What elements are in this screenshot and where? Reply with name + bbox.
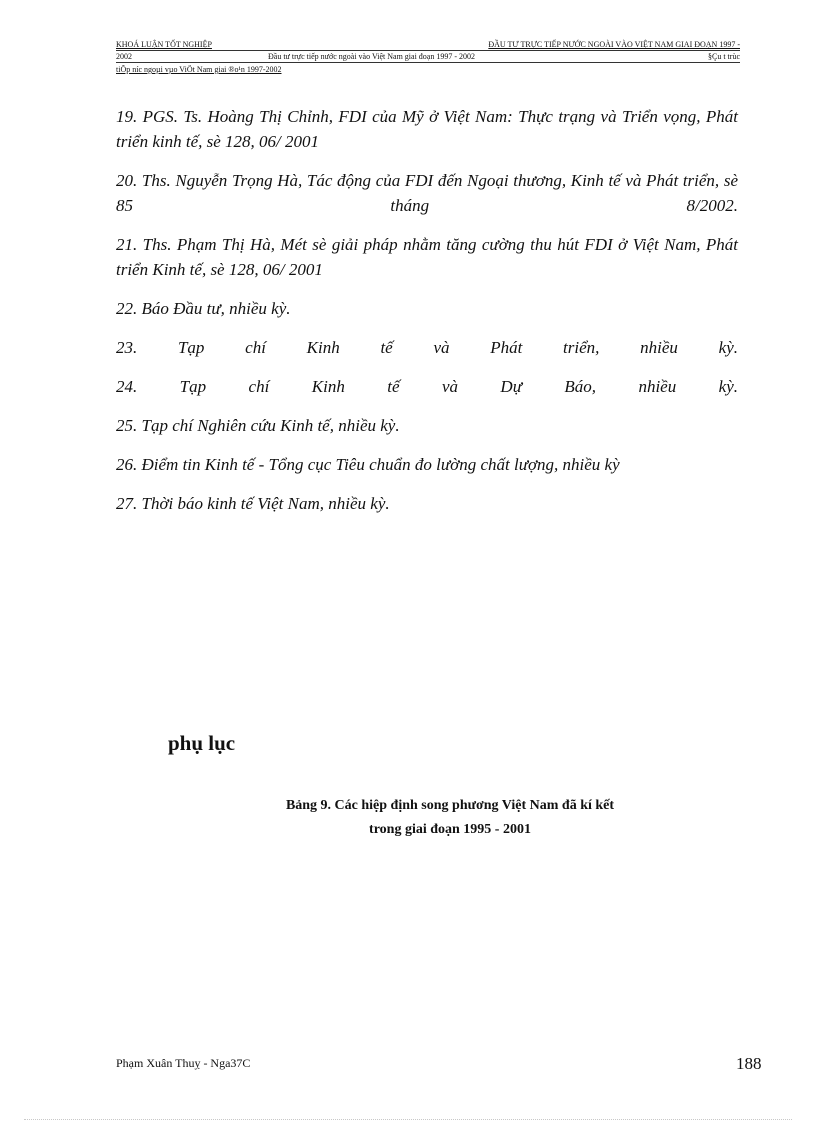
header-rule — [116, 50, 740, 51]
reference-item: 26. Điểm tin Kinh tế - Tổng cục Tiêu chuẩn đo lường chất lượng, nhiều kỳ — [116, 455, 620, 474]
reference-list — [116, 104, 738, 530]
header-garbled-line: tiÕp níc ngoµi vµo ViÖt Nam giai ®o¹n 1997-2002 — [116, 65, 282, 74]
reference-item: 21. Ths. Phạm Thị Hà, Mét sè giải pháp nhằm tăng cường thu hút FDI ở Việt Nam, Phát triển Kinh tế, sè 128, 06/ 2001 — [116, 235, 738, 279]
table-caption-line-2: trong giai đoạn 1995 - 2001 — [369, 822, 531, 837]
reference-item: 25. Tạp chí Nghiên cứu Kinh tế, nhiều kỳ. — [116, 416, 400, 435]
header-subtitle: Đầu tư trực tiếp nước ngoài vào Việt Nam giai đoạn 1997 - 2002 — [268, 52, 476, 61]
reference-item: 22. Báo Đầu tư, nhiều kỳ. — [116, 299, 291, 318]
table-caption-line-1: Bảng 9. Các hiệp định song phương Việt Nam đã kí kết — [285, 798, 615, 813]
header-year-end: 2002 — [116, 52, 132, 61]
reference-item: 20. Ths. Nguyễn Trọng Hà, Tác động của FDI đến Ngoại thương, Kinh tế và Phát triển, sè 85 tháng 8/2002. — [116, 171, 738, 215]
table-caption — [230, 794, 670, 842]
header-thesis-label: KHOÁ LUẬN TỐT NGHIỆP — [116, 40, 212, 49]
appendix-title: phụ lục — [168, 731, 236, 755]
reference-item: 19. PGS. Ts. Hoàng Thị Chỉnh, FDI của Mỹ ở Việt Nam: Thực trạng và Triển vọng, Phát triển kinh tế, sè 128, 06/ 2001 — [116, 107, 738, 151]
header-garbled-title: §Çu t trùc — [708, 52, 740, 61]
page-number: 188 — [736, 1054, 762, 1073]
header-thesis-title: ĐẦU TƯ TRỰC TIẾP NƯỚC NGOÀI VÀO VIỆT NAM GIAI ĐOẠN 1997 - — [488, 40, 740, 49]
reference-item: 27. Thời báo kinh tế Việt Nam, nhiều kỳ. — [116, 494, 390, 513]
reference-item: 23. Tạp chí Kinh tế và Phát triển, nhiều kỳ. — [116, 338, 738, 357]
reference-item: 24. Tạp chí Kinh tế và Dự Báo, nhiều kỳ. — [116, 377, 738, 396]
header-rule-2 — [116, 62, 740, 63]
page-bottom-rule — [24, 1119, 792, 1120]
footer-author: Phạm Xuân Thuỵ - Nga37C — [116, 1056, 251, 1070]
